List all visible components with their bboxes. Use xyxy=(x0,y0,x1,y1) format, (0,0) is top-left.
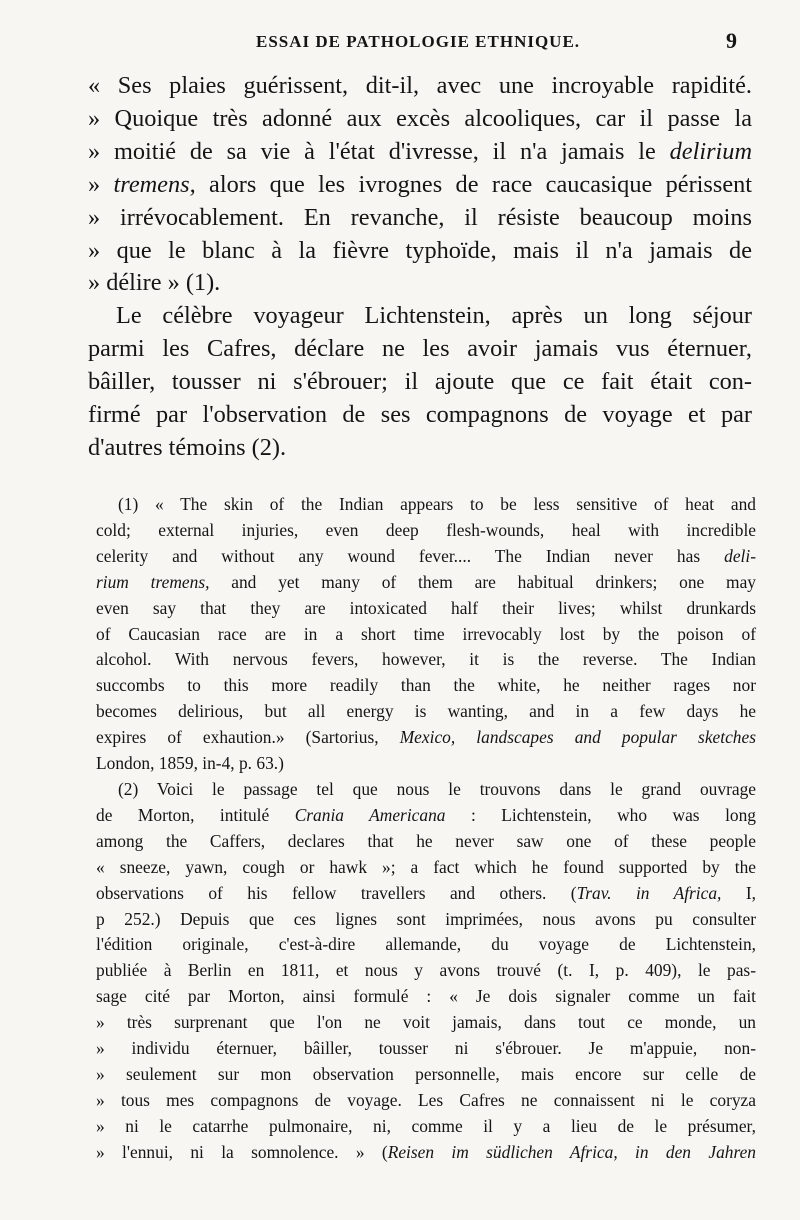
page-header xyxy=(0,28,800,58)
text-line: » Quoique très adonné aux excès alcooliques, car il passe la xyxy=(88,104,752,132)
note-line: p 252.) Depuis que ces lignes sont imprimées, nous avons pu consulter xyxy=(96,908,756,929)
note-line: (2) Voici le passage tel que nous le trouvons dans le grand ouvrage xyxy=(118,778,756,799)
text-line: Le célèbre voyageur Lichtenstein, après un long séjour xyxy=(116,302,752,330)
note-line: (1) « The skin of the Indian appears to be less sensitive of heat and xyxy=(118,494,756,514)
note-line: cold; external injuries, even deep flesh-wounds, heal with incredible xyxy=(96,519,756,540)
text-line: « Ses plaies guérissent, dit-il, avec une incroyable rapidité. xyxy=(88,72,752,99)
note-line: » individu éternuer, bâiller, tousser ni s'ébrouer. Je m'appuie, non- xyxy=(96,1038,756,1059)
note-line: celerity and without any wound fever.... The Indian never has deli- xyxy=(96,545,756,566)
paragraph-lichtenstein xyxy=(88,300,752,465)
note-line: de Morton, intitulé Crania Americana : Lichtenstein, who was long xyxy=(96,804,756,825)
text-line: firmé par l'observation de ses compagnons de voyage et par xyxy=(88,401,752,429)
note-line: » l'ennui, ni la somnolence. » (Reisen im südlichen Africa, in den Jahren xyxy=(96,1141,756,1162)
note-line: sage cité par Morton, ainsi formulé : « Je dois signaler comme un fait xyxy=(96,986,756,1007)
italic-title: Reisen im südlichen Africa, in den Jahren xyxy=(387,1141,756,1162)
italic-term: tremens, xyxy=(113,170,196,198)
footnote-1 xyxy=(96,492,756,777)
note-line: becomes delirious, but all energy is wanting, and in a few days he xyxy=(96,701,756,722)
note-line: expires of exhaution.» (Sartorius, Mexico, landscapes and popular sketches xyxy=(96,727,756,748)
text-line: bâiller, tousser ni s'ébrouer; il ajoute que ce fait était con- xyxy=(88,368,752,396)
italic-title: Mexico, landscapes and popular sketches xyxy=(399,727,756,748)
note-line: of Caucasian race are in a short time irrevocably lost by the poison of xyxy=(96,623,756,644)
note-line: among the Caffers, declares that he never saw one of these people xyxy=(96,830,756,851)
note-line: » très surprenant que l'on ne voit jamais, dans tout ce monde, un xyxy=(96,1012,756,1033)
note-line: London, 1859, in-4, p. 63.) xyxy=(96,753,284,774)
italic-term: rium tremens, xyxy=(96,571,210,592)
note-line: » seulement sur mon observation personnelle, mais encore sur celle de xyxy=(96,1063,756,1084)
italic-title: Trav. in Africa, xyxy=(576,882,722,903)
note-line: rium tremens, and yet many of them are habitual drinkers; one may xyxy=(96,571,756,592)
text-line: » moitié de sa vie à l'état d'ivresse, il n'a jamais le delirium xyxy=(88,137,752,165)
italic-term: delirium xyxy=(669,137,752,165)
note-line: even say that they are intoxicated half their lives; whilst drunkards xyxy=(96,597,756,618)
note-line: observations of his fellow travellers and others. (Trav. in Africa, I, xyxy=(96,882,756,903)
running-title: ESSAI DE PATHOLOGIE ETHNIQUE. xyxy=(256,32,581,51)
note-line: » ni le catarrhe pulmonaire, ni, comme il y a lieu de le présumer, xyxy=(96,1115,756,1136)
note-line: » tous mes compagnons de voyage. Les Cafres ne connaissent ni le coryza xyxy=(96,1089,756,1110)
note-line: publiée à Berlin en 1811, et nous y avons trouvé (t. I, p. 409), le pas- xyxy=(96,960,756,981)
paragraph-quote-continuation xyxy=(88,70,752,300)
text-line: » que le blanc à la fièvre typhoïde, mais il n'a jamais de xyxy=(88,236,752,264)
text-line: d'autres témoins (2). xyxy=(88,433,287,461)
italic-title: Crania Americana xyxy=(294,804,446,825)
text-line: » irrévocablement. En revanche, il résiste beaucoup moins xyxy=(88,203,752,231)
page-number: 9 xyxy=(726,28,737,53)
note-line: l'édition originale, c'est-à-dire allemande, du voyage de Lichtenstein, xyxy=(96,934,756,955)
text-line: parmi les Cafres, déclare ne les avoir jamais vus éternuer, xyxy=(88,335,752,363)
text-line: » tremens, alors que les ivrognes de race caucasique périssent xyxy=(88,170,753,198)
text-line: » délire » (1). xyxy=(88,269,221,297)
italic-term: deli- xyxy=(724,545,756,566)
footnote-2 xyxy=(96,777,756,1166)
footnotes xyxy=(96,492,756,1166)
main-text xyxy=(88,70,752,465)
note-line: alcohol. With nervous fevers, however, it is the reverse. The Indian xyxy=(96,649,756,670)
note-line: succombs to this more readily than the white, he neither rages nor xyxy=(96,675,756,696)
note-line: « sneeze, yawn, cough or hawk »; a fact which he found supported by the xyxy=(96,856,756,877)
